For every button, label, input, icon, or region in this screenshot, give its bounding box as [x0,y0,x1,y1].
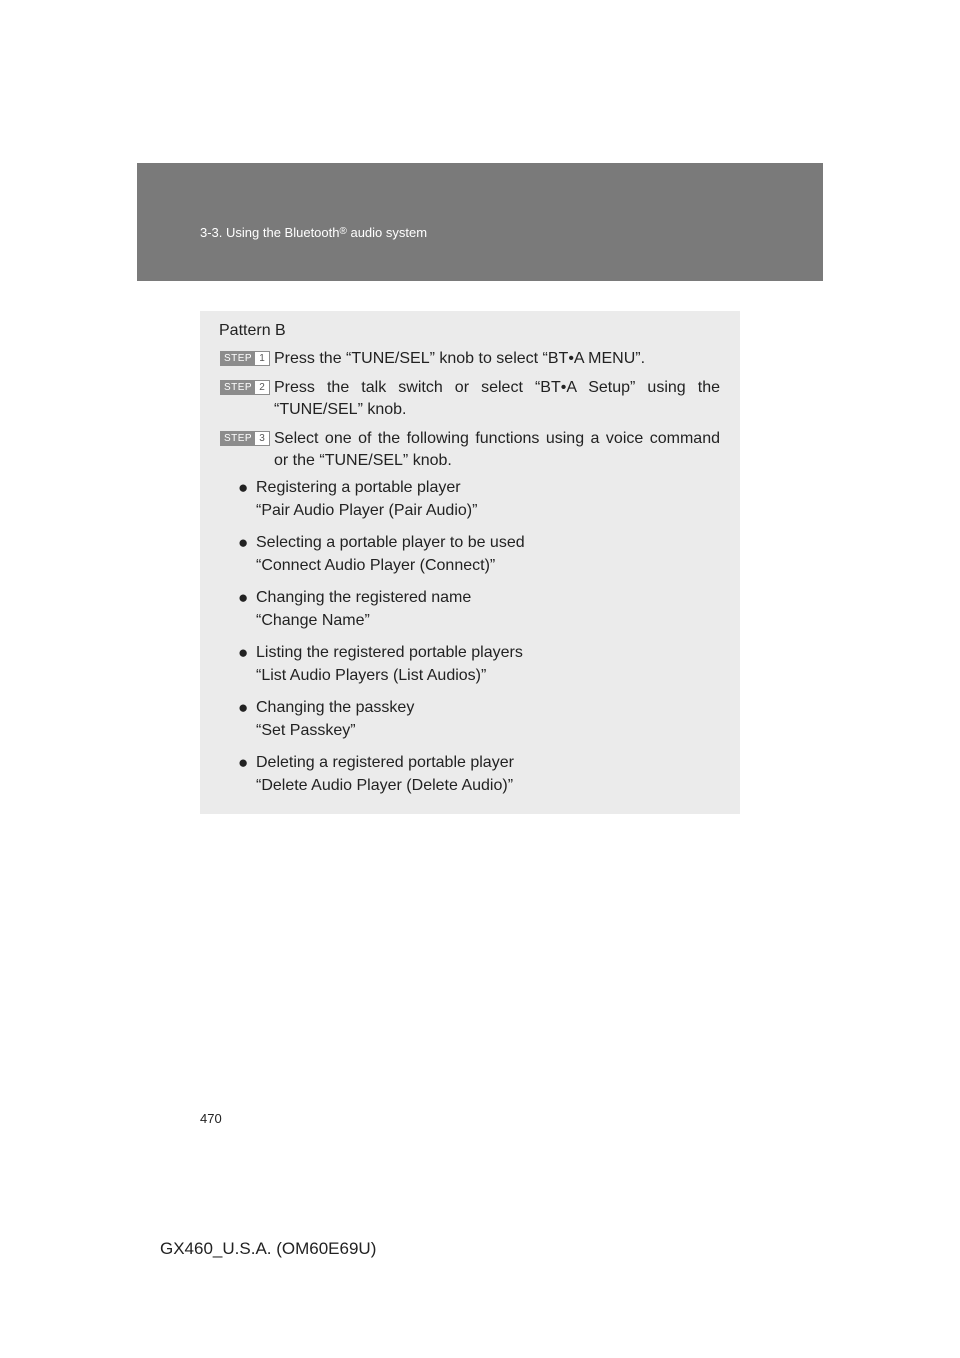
function-description: Changing the passkey [256,699,415,716]
section-header-band [137,163,823,281]
bullet-icon: ● [238,478,249,497]
step-text: Select one of the following functions using a voice command or the “TUNE/SEL” knob. [274,430,720,469]
function-description: Deleting a registered portable player [256,754,514,771]
bullet-icon: ● [238,643,249,662]
voice-command: “Set Passkey” [256,722,356,739]
bullet-icon: ● [238,698,249,717]
bullet-icon: ● [238,533,249,552]
section-title: 3-3. Using the Bluetooth® audio system [200,225,428,240]
bullet-icon: ● [238,753,249,772]
step-badge: STEP 1 [220,351,270,366]
function-description: Selecting a portable player to be used [256,534,525,551]
instruction-box [200,311,740,814]
pattern-title: Pattern B [219,322,286,339]
step-text: Press the “TUNE/SEL” knob to select “BT•A MENU”. [274,350,646,367]
manual-code: GX460_U.S.A. (OM60E69U) [160,1239,377,1258]
function-description: Listing the registered portable players [256,644,523,661]
page-number: 470 [200,1111,222,1126]
function-description: Changing the registered name [256,589,472,606]
voice-command: “List Audio Players (List Audios)” [256,667,487,684]
step-text: Press the talk switch or select “BT•A Setup” using the “TUNE/SEL” knob. [274,379,720,418]
step-badge: STEP 3 [220,431,270,446]
function-description: Registering a portable player [256,479,461,496]
bullet-icon: ● [238,588,249,607]
voice-command: “Connect Audio Player (Connect)” [256,557,496,574]
voice-command: “Pair Audio Player (Pair Audio)” [256,502,478,519]
voice-command: “Delete Audio Player (Delete Audio)” [256,777,514,794]
voice-command: “Change Name” [256,612,370,629]
step-badge: STEP 2 [220,380,270,395]
